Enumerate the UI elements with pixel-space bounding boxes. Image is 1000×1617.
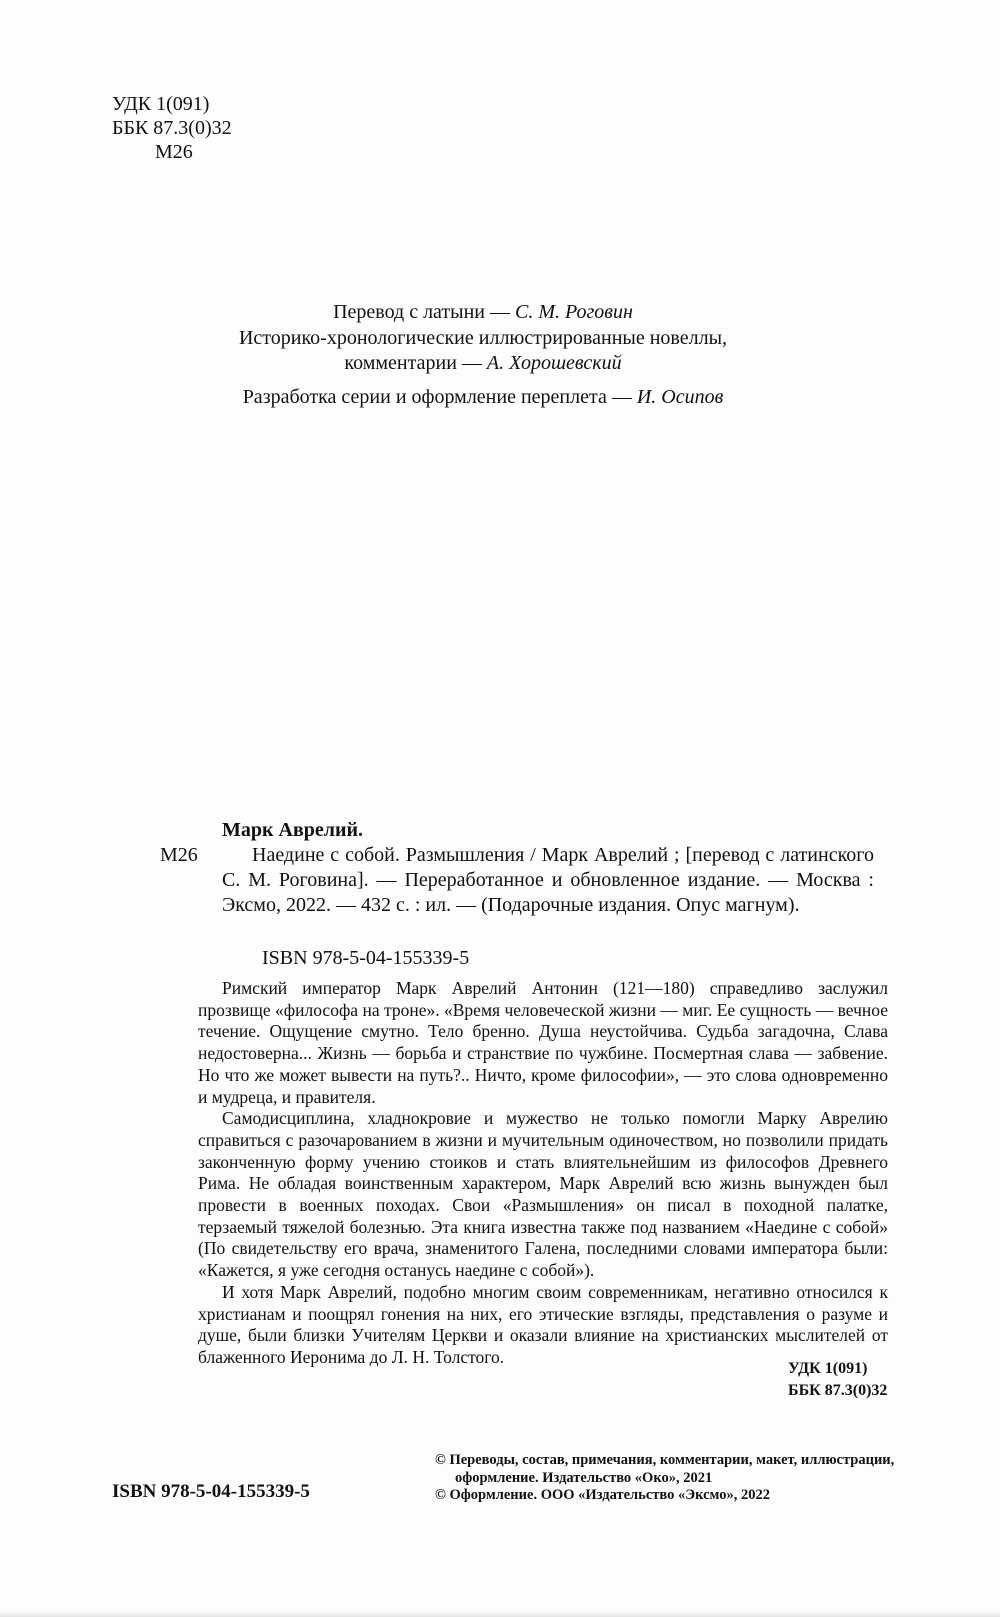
bottom-codes-block <box>788 1358 887 1402</box>
bbk-code: ББК 87.3(0)32 <box>112 117 232 139</box>
commentator-name: А. Хорошевский <box>486 352 622 374</box>
annotation-block <box>198 978 888 1369</box>
udk-code-bottom: УДК 1(091) <box>788 1360 868 1377</box>
catalog-isbn: ISBN 978-5-04-155339-5 <box>262 947 470 969</box>
translation-credit-line <box>0 300 966 326</box>
designer-name: И. Осипов <box>636 385 724 408</box>
commentary-credit-label: комментарии — <box>344 352 487 374</box>
author-sign-code: М26 <box>155 141 193 163</box>
copyright-line-contents: © Переводы, состав, примечания, комментарии, макет, иллюстрации, <box>435 1452 895 1468</box>
udk-code: УДК 1(091) <box>112 93 210 115</box>
credits-block <box>0 300 966 410</box>
translator-name: С. М. Роговин <box>515 301 633 323</box>
translation-credit-label: Перевод с латыни — <box>333 301 515 323</box>
series-design-credit-line <box>0 385 966 411</box>
catalog-description-text: Наедине с собой. Размышления / Марк Аврелий ; [перевод с латинского С. М. Роговина]. — Переработанное и обновленное издание. — Москва : Эксмо, 2022. — 432 с. : ил. — (Подарочные издания. Опус магнум). <box>222 844 874 916</box>
annotation-paragraph-2: Самодисциплина, хладнокровие и мужество не только помогли Марку Аврелию справиться с разочарованием в жизни и мучительным одиночеством, но позволили придать законченную форму учению стоиков и стать влиятельнейшим из философов Древнего Рима. Не обладая воинственным характером, Марк Аврелий всю жизнь вынужден был провести в военных походах. Свои «Размышления» он писал в походной палатке, терзаемый тяжелой болезнью. Эта книга известна также под названием «Наедине с собой» (По свидетельству его врача, знаменитого Галена, последними словами императора были: «Кажется, я уже сегодня останусь наедине с собой»). <box>198 1108 888 1281</box>
series-design-label: Разработка серии и оформление переплета — <box>242 385 637 408</box>
catalog-author: Марк Аврелий. <box>222 819 364 841</box>
footer-isbn: ISBN 978-5-04-155339-5 <box>112 1481 310 1502</box>
annotation-paragraph-3: И хотя Марк Аврелий, подобно многим своим современникам, негативно относился к христианам и поощрял гонения на них, его этические взгляды, представления о разуме и душе, были близки Учителям Церкви и оказали влияние на христианских мыслителей от блаженного Иеронима до Л. Н. Толстого. <box>198 1281 888 1367</box>
catalog-description <box>160 843 874 918</box>
copyright-line-contents-continued: оформление. Издательство «Око», 2021 <box>455 1469 713 1486</box>
annotation-paragraph-1: Римский император Марк Аврелий Антонин (121—180) справедливо заслужил прозвище «философа на троне». «Время человеческой жизни — миг. Ее сущность — вечное течение. Ощущение смутно. Тело бренно. Душа неустойчива. Судьба загадочна, Слава недостоверна... Жизнь — борьба и странствие по чужбине. Посмертная слава — забвение. Но что же может вывести на путь?.. Ничто, кроме философии», — это слова одновременно и мудреца, и правителя. <box>198 978 888 1107</box>
catalog-record-block <box>160 818 874 971</box>
commentary-credit-line <box>0 351 966 377</box>
novellas-credit-line: Историко-хронологические иллюстрированные новеллы, <box>238 326 728 349</box>
copyright-line-design: © Оформление. ООО «Издательство «Эксмо», 2022 <box>435 1487 770 1504</box>
top-codes-block <box>112 92 232 164</box>
catalog-author-sign: М26 <box>160 844 198 866</box>
copyright-block <box>435 1452 894 1505</box>
bbk-code-bottom: ББК 87.3(0)32 <box>788 1382 888 1399</box>
